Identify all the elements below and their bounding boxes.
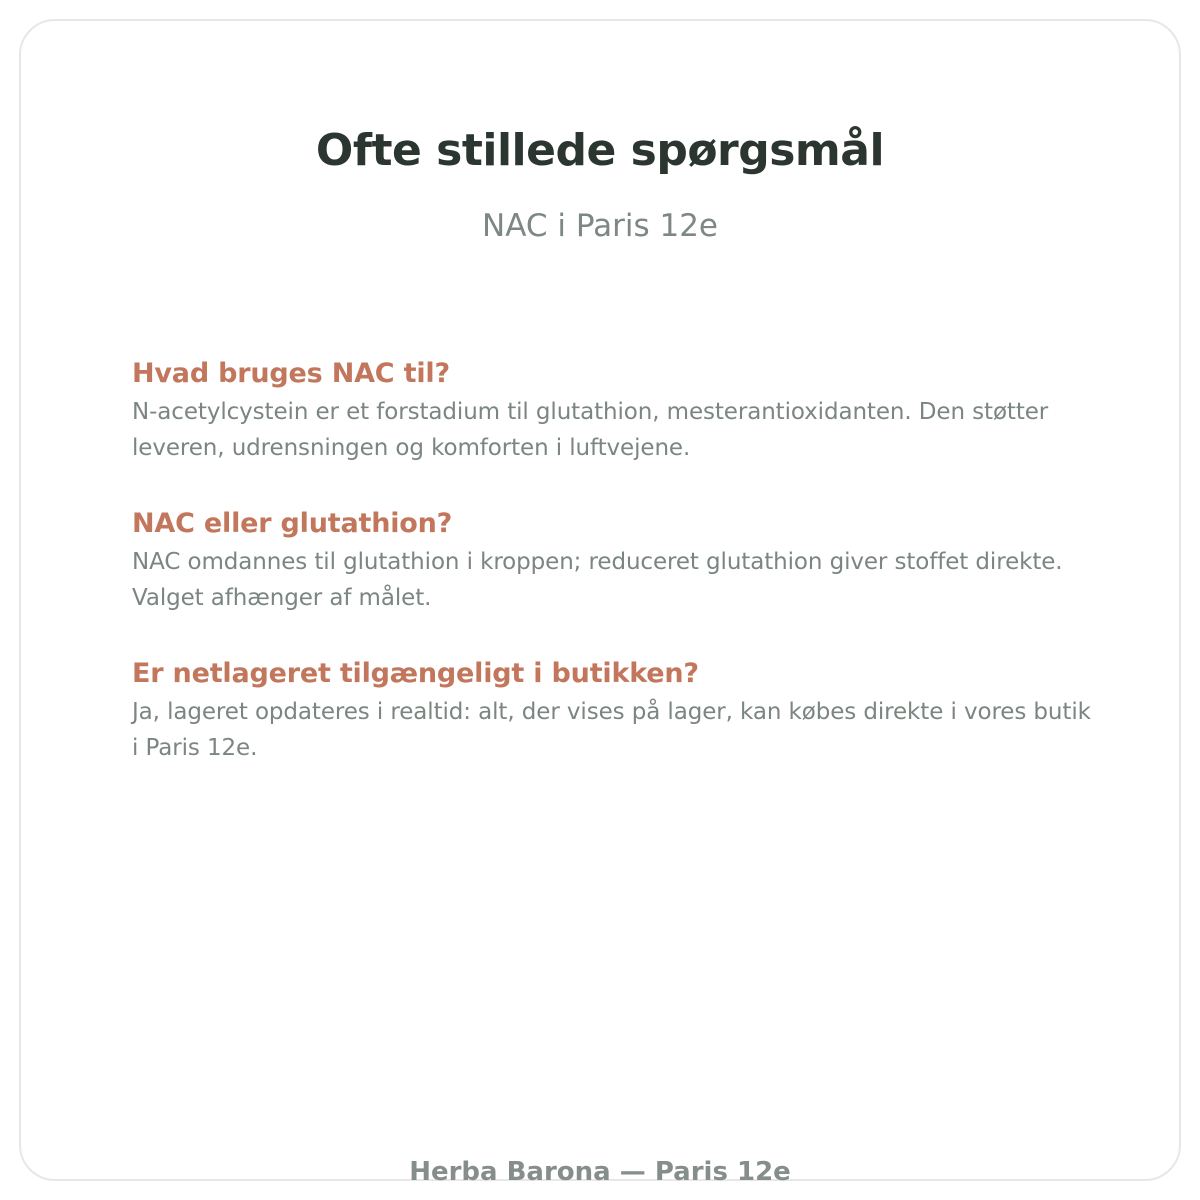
faq-answer: Ja, lageret opdateres i realtid: alt, der vises på lager, kan købes direkte i vores butik i Paris 12e. — [132, 699, 1091, 761]
faq-answer: N-acetylcystein er et forstadium til glutathion, mesterantioxidanten. Den støtter leveren, udrensningen og komforten i luftvejene. — [132, 399, 1049, 461]
faq-question: Hvad bruges NAC til? — [132, 358, 450, 389]
faq-item — [132, 354, 1102, 466]
faq-list — [132, 354, 1102, 804]
faq-question: Er netlageret tilgængeligt i butikken? — [132, 658, 699, 689]
faq-question: NAC eller glutathion? — [132, 508, 453, 539]
faq-item — [132, 654, 1102, 766]
page-subtitle: NAC i Paris 12e — [482, 208, 718, 244]
faq-item — [132, 504, 1102, 616]
faq-card — [19, 19, 1181, 1187]
faq-answer: NAC omdannes til glutathion i kroppen; reduceret glutathion giver stoffet direkte. Valget afhænger af målet. — [132, 549, 1063, 611]
page-title: Ofte stillede spørgsmål — [315, 125, 885, 176]
footer-brand: Herba Barona — Paris 12e — [409, 1157, 791, 1187]
